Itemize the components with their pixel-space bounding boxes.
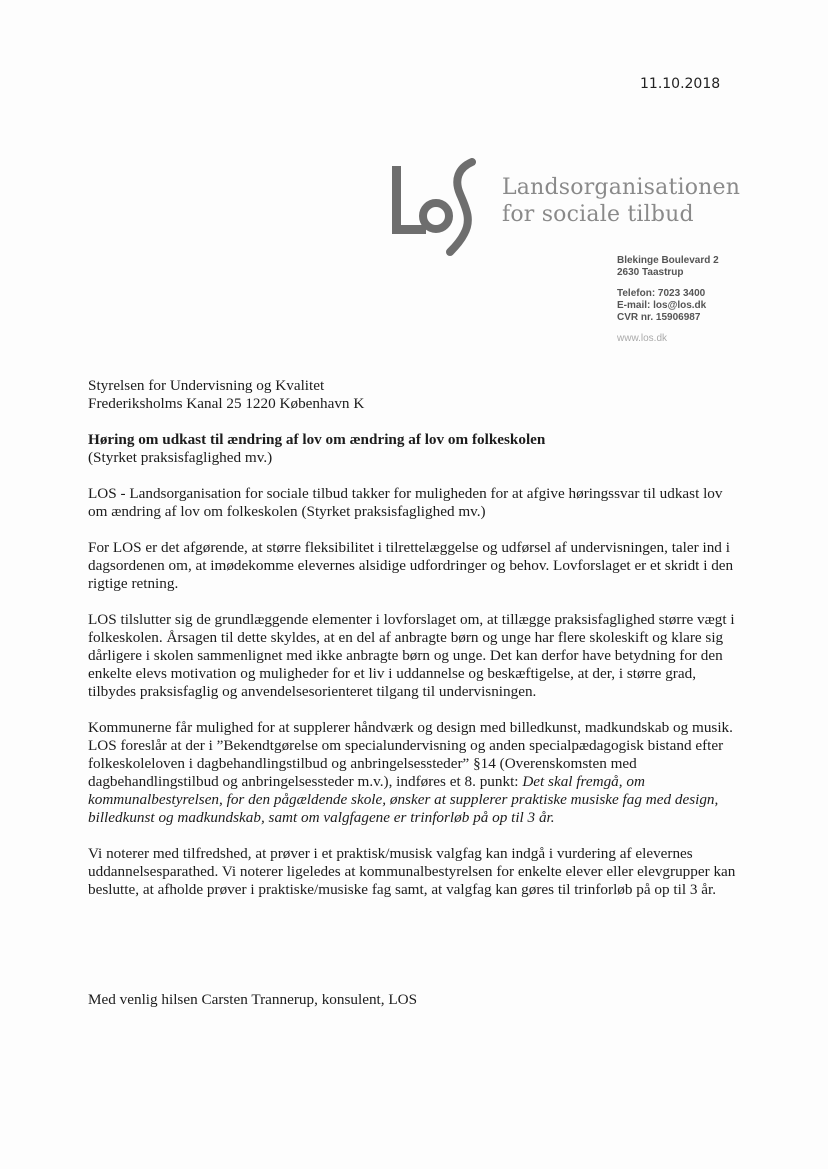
- paragraph-3: LOS tilslutter sig de grundlæggende elementer i lovforslaget om, at tillægge praksisfaglighed større vægt i folkeskolen. Årsagen til dette skyldes, at en del af anbragte børn og unge har flere skoleskift og klare sig dårligere i skolen sammenlignet med ikke anbragte børn og unge. Det kan derfor have betydning for den enkelte elevs motivation og muligheder for et liv i uddannelse og beskæftigelse, at der, i større grad, tilbydes praksisfaglig og anvendelsesorienteret tilgang til undervisningen.: [88, 611, 735, 700]
- signoff: Med venlig hilsen Carsten Trannerup, konsulent, LOS: [88, 991, 418, 1008]
- paragraph-5: Vi noterer med tilfredshed, at prøver i et praktisk/musisk valgfag kan indgå i vurdering af elevernes uddannelsesparathed. Vi noterer ligeledes at kommunalbestyrelsen for enkelte elever eller elevgrupper kan beslutte, at afholde prøver i praktiske/musiske fag samt, at valgfag kan gøres til trinforløb på op til 3 år.: [88, 845, 736, 898]
- org-name: [502, 174, 740, 228]
- email: E-mail: los@los.dk: [617, 300, 707, 311]
- subject-title: Høring om udkast til ændring af lov om ændring af lov om folkeskolen: [88, 431, 546, 448]
- paragraph-4-text: Kommunerne får mulighed for at supplerer håndværk og design med billedkunst, madkundskab og musik. LOS foreslår at der i ”Bekendtgørelse om specialundervisning og anden specialpædagogisk bistand efter folkeskoleloven i dagbehandlingstilbud og anbringelsessteder” §14 (Overenskomsten med dagbehandlingstilbud og anbringelsessteder m.v.), indføres et 8. punkt:: [88, 719, 733, 790]
- letter-date: 11.10.2018: [640, 76, 721, 92]
- paragraph-4: [88, 719, 738, 827]
- website: www.los.dk: [617, 333, 668, 344]
- recipient-line1: Styrelsen for Undervisning og Kvalitet: [88, 377, 325, 394]
- los-logo-icon: [388, 158, 488, 258]
- letter-body: [88, 377, 738, 917]
- phone: Telefon: 7023 3400: [617, 288, 706, 299]
- address-line2: 2630 Taastrup: [617, 267, 684, 278]
- subject-subtitle: (Styrket praksisfaglighed mv.): [88, 449, 273, 466]
- recipient-line2: Frederiksholms Kanal 25 1220 København K: [88, 395, 365, 412]
- org-name-line1: Landsorganisationen: [502, 175, 741, 200]
- address-line1: Blekinge Boulevard 2: [617, 255, 719, 266]
- contact-block: [617, 255, 719, 345]
- org-name-line2: for sociale tilbud: [502, 202, 694, 227]
- cvr-number: CVR nr. 15906987: [617, 312, 701, 323]
- paragraph-2: For LOS er det afgørende, at større fleksibilitet i tilrettelæggelse og udførsel af undervisningen, taler ind i dagsordenen om, at imødekomme elevernes alsidige udfordringer og behov. Lovforslaget er et skridt i den rigtige retning.: [88, 539, 734, 592]
- paragraph-1: LOS - Landsorganisation for sociale tilbud takker for muligheden for at afgive høringssvar til udkast lov om ændring af lov om folkeskolen (Styrket praksisfaglighed mv.): [88, 485, 723, 520]
- paragraph-4-italic: Det skal fremgå, om kommunalbestyrelsen, for den pågældende skole, ønsker at supplerer praktiske musiske fag med design, billedkunst og madkundskab, samt om valgfagene er trinforløb på op til 3 år.: [88, 773, 719, 826]
